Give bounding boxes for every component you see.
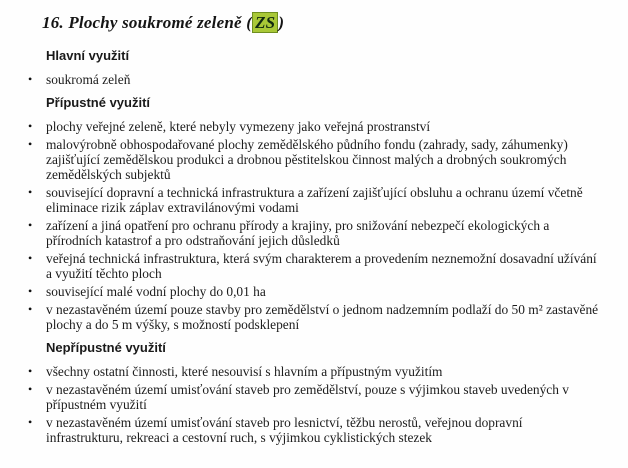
zoning-code-badge: ZS: [252, 12, 278, 33]
bullet-item: [28, 218, 602, 248]
section-heading: Hlavní využití: [46, 48, 130, 63]
usage-section: [28, 340, 602, 445]
bullet-text: malovýrobně obhospodařované plochy zemědělského půdního fondu (zahrady, sady, záhumenky) zajišťující zemědělskou produkci a drobnou pěstitelskou činnost malých a drobných soukromých zemědělských subjektů: [46, 137, 572, 182]
title-code-close-paren: ): [278, 13, 285, 32]
bullet-text: související malé vodní plochy do 0,01 ha: [46, 284, 266, 299]
bullet-item: [28, 119, 602, 134]
title-code-open-paren: (: [246, 13, 253, 32]
bullet-marker: •: [28, 119, 33, 133]
title-code-group: [246, 12, 284, 33]
bullet-marker: •: [28, 284, 33, 298]
bullet-text: soukromá zeleň: [46, 72, 131, 87]
bullet-marker: •: [28, 185, 33, 199]
bullet-text: v nezastavěném území umisťování staveb pro zemědělství, pouze s výjimkou staveb uvedených v přípustném využití: [46, 382, 573, 412]
title-number: 16.: [42, 13, 64, 32]
page-title: [42, 12, 602, 33]
sections-container: [28, 48, 602, 445]
bullet-text: v nezastavěném území umisťování staveb pro lesnictví, těžbu nerostů, veřejnou dopravní infrastrukturu, rekreaci a cestovní ruch, s výjimkou cyklistických stezek: [46, 415, 526, 445]
bullet-text: v nezastavěném území pouze stavby pro zemědělství o jednom nadzemním podlaží do 50 m² zastavěné plochy a do 5 m výšky, s možností podsklepení: [46, 302, 602, 332]
bullet-marker: •: [28, 218, 33, 232]
bullet-text: veřejná technická infrastruktura, která svým charakterem a provedením neznemožní dosavadní užívání a využití těchto ploch: [46, 251, 601, 281]
bullet-item: [28, 364, 602, 379]
bullet-text: související dopravní a technická infrastruktura a zařízení zajišťující obsluhu a ochranu území včetně eliminace rizik záplav extravilánovými vodami: [46, 185, 587, 215]
bullet-marker: •: [28, 137, 33, 151]
bullet-item: [28, 137, 602, 182]
bullet-item: [28, 251, 602, 281]
bullet-item: [28, 382, 602, 412]
bullet-text: všechny ostatní činnosti, které nesouvisí s hlavním a přípustným využitím: [46, 364, 443, 379]
bullet-marker: •: [28, 382, 33, 396]
bullet-text: zařízení a jiná opatření pro ochranu přírody a krajiny, pro snižování nebezpečí ekologických a přírodních katastrof a pro odstraňování jejich důsledků: [46, 218, 553, 248]
usage-section: [28, 95, 602, 332]
bullet-marker: •: [28, 302, 33, 316]
bullet-item: [28, 302, 602, 332]
section-heading: Přípustné využití: [46, 95, 151, 110]
bullet-list: [28, 364, 602, 445]
bullet-marker: •: [28, 72, 33, 86]
bullet-marker: •: [28, 415, 33, 429]
bullet-text: plochy veřejné zeleně, které nebyly vymezeny jako veřejná prostranství: [46, 119, 431, 134]
bullet-item: [28, 72, 602, 87]
section-heading: Nepřípustné využití: [46, 340, 166, 355]
bullet-list: [28, 119, 602, 332]
bullet-marker: •: [28, 364, 33, 378]
usage-section: [28, 48, 602, 87]
title-text: Plochy soukromé zeleně: [68, 13, 242, 32]
bullet-marker: •: [28, 251, 33, 265]
bullet-list: [28, 72, 602, 87]
bullet-item: [28, 284, 602, 299]
bullet-item: [28, 185, 602, 215]
bullet-item: [28, 415, 602, 445]
